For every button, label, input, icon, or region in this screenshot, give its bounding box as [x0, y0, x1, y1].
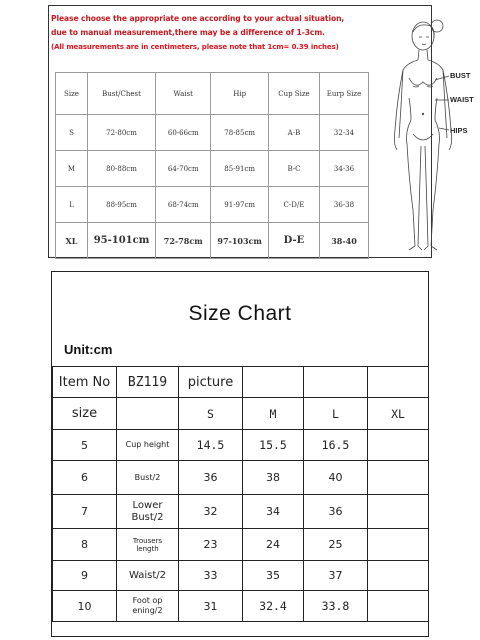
cell-waist: 68-74cm — [156, 187, 211, 223]
value-xl — [368, 430, 429, 461]
cell-eurp: 34-36 — [320, 151, 369, 187]
size-s-header: S — [179, 398, 243, 430]
header-bust: Bust/Chest — [87, 73, 155, 115]
value-m: 15.5 — [243, 430, 304, 461]
row-label: Foot op ening/2 — [117, 591, 179, 622]
picture-cell — [304, 367, 368, 398]
value-s: 31 — [179, 591, 243, 622]
cell-eurp: 36-38 — [320, 187, 369, 223]
cell-waist: 60-66cm — [156, 115, 211, 151]
value-m: 35 — [243, 561, 304, 591]
waist-label: WAIST — [450, 95, 474, 104]
value-s: 36 — [179, 461, 243, 495]
notice-line-1: Please choose the appropriate one according to your actual situation, — [51, 14, 345, 23]
cell-cup: D-E — [268, 223, 319, 259]
value-s: 33 — [179, 561, 243, 591]
value-s: 14.5 — [179, 430, 243, 461]
cell-bust: 88-95cm — [87, 187, 155, 223]
body-measurement-table — [55, 72, 369, 259]
size-chart-panel — [51, 271, 429, 637]
cell-cup: B-C — [268, 151, 319, 187]
value-l: 40 — [304, 461, 368, 495]
notice-line-3: (All measurements are in centimeters, please note that 1cm= 0.39 inches) — [51, 43, 339, 51]
row-label: Cup height — [117, 430, 179, 461]
row-number: 6 — [53, 461, 117, 495]
size-m-header: M — [243, 398, 304, 430]
value-l: 33.8 — [304, 591, 368, 622]
value-l: 25 — [304, 529, 368, 561]
hips-label: HIPS — [450, 126, 468, 135]
cell-waist: 64-70cm — [156, 151, 211, 187]
value-s: 23 — [179, 529, 243, 561]
size-chart-table — [52, 366, 429, 622]
table-row — [56, 115, 369, 151]
value-xl — [368, 461, 429, 495]
row-label: Bust/2 — [117, 461, 179, 495]
table-header-row — [56, 73, 369, 115]
cell-size: M — [56, 151, 88, 187]
cell-cup: C-D/E — [268, 187, 319, 223]
cell-waist: 72-78cm — [156, 223, 211, 259]
header-waist: Waist — [156, 73, 211, 115]
blank-cell — [117, 398, 179, 430]
table-row — [53, 591, 429, 622]
header-hip: Hip — [211, 73, 268, 115]
picture-cell — [368, 367, 429, 398]
item-no-label: Item No — [53, 367, 117, 398]
measurement-guide-panel — [48, 5, 474, 258]
cell-size: L — [56, 187, 88, 223]
value-s: 32 — [179, 495, 243, 529]
cell-bust: 95-101cm — [87, 223, 155, 259]
cell-bust: 72-80cm — [87, 115, 155, 151]
table-row — [56, 187, 369, 223]
table-row — [56, 151, 369, 187]
value-l: 16.5 — [304, 430, 368, 461]
cell-size: S — [56, 115, 88, 151]
row-number: 8 — [53, 529, 117, 561]
cell-cup: A-B — [268, 115, 319, 151]
unit-label: Unit:cm — [64, 342, 113, 357]
header-cup-size: Cup Size — [268, 73, 319, 115]
value-m: 34 — [243, 495, 304, 529]
measurement-notice — [51, 12, 363, 54]
cell-bust: 80-88cm — [87, 151, 155, 187]
cell-hip: 78-85cm — [211, 115, 268, 151]
size-xl-header: XL — [368, 398, 429, 430]
item-row — [53, 367, 429, 398]
cell-eurp: 38-40 — [320, 223, 369, 259]
size-label: size — [53, 398, 117, 430]
notice-line-2: due to manual measurement,there may be a difference of 1-3cm. — [51, 28, 325, 37]
size-header-row — [53, 398, 429, 430]
value-m: 24 — [243, 529, 304, 561]
row-label: Waist/2 — [117, 561, 179, 591]
header-size: Size — [56, 73, 88, 115]
item-no-value: BZ119 — [117, 367, 179, 398]
cell-hip: 91-97cm — [211, 187, 268, 223]
table-row — [53, 495, 429, 529]
value-m: 32.4 — [243, 591, 304, 622]
size-l-header: L — [304, 398, 368, 430]
cell-hip: 85-91cm — [211, 151, 268, 187]
row-number: 5 — [53, 430, 117, 461]
cell-hip: 97-103cm — [211, 223, 268, 259]
table-row — [53, 561, 429, 591]
row-number: 7 — [53, 495, 117, 529]
row-label: Lower Bust/2 — [117, 495, 179, 529]
chart-title: Size Chart — [188, 302, 292, 325]
picture-label: picture — [179, 367, 243, 398]
value-m: 38 — [243, 461, 304, 495]
table-row — [56, 223, 369, 259]
row-label: Trousers length — [117, 529, 179, 561]
cell-eurp: 32-34 — [320, 115, 369, 151]
table-row — [53, 461, 429, 495]
row-number: 9 — [53, 561, 117, 591]
table-row — [53, 529, 429, 561]
value-xl — [368, 529, 429, 561]
body-figure-illustration — [373, 10, 480, 256]
table-row — [53, 430, 429, 461]
row-number: 10 — [53, 591, 117, 622]
cell-size: XL — [56, 223, 88, 259]
picture-cell — [243, 367, 304, 398]
value-l: 37 — [304, 561, 368, 591]
bust-label: BUST — [450, 71, 471, 80]
header-eurp-size: Eurp Size — [320, 73, 369, 115]
value-xl — [368, 561, 429, 591]
value-xl — [368, 495, 429, 529]
value-xl — [368, 591, 429, 622]
value-l: 36 — [304, 495, 368, 529]
